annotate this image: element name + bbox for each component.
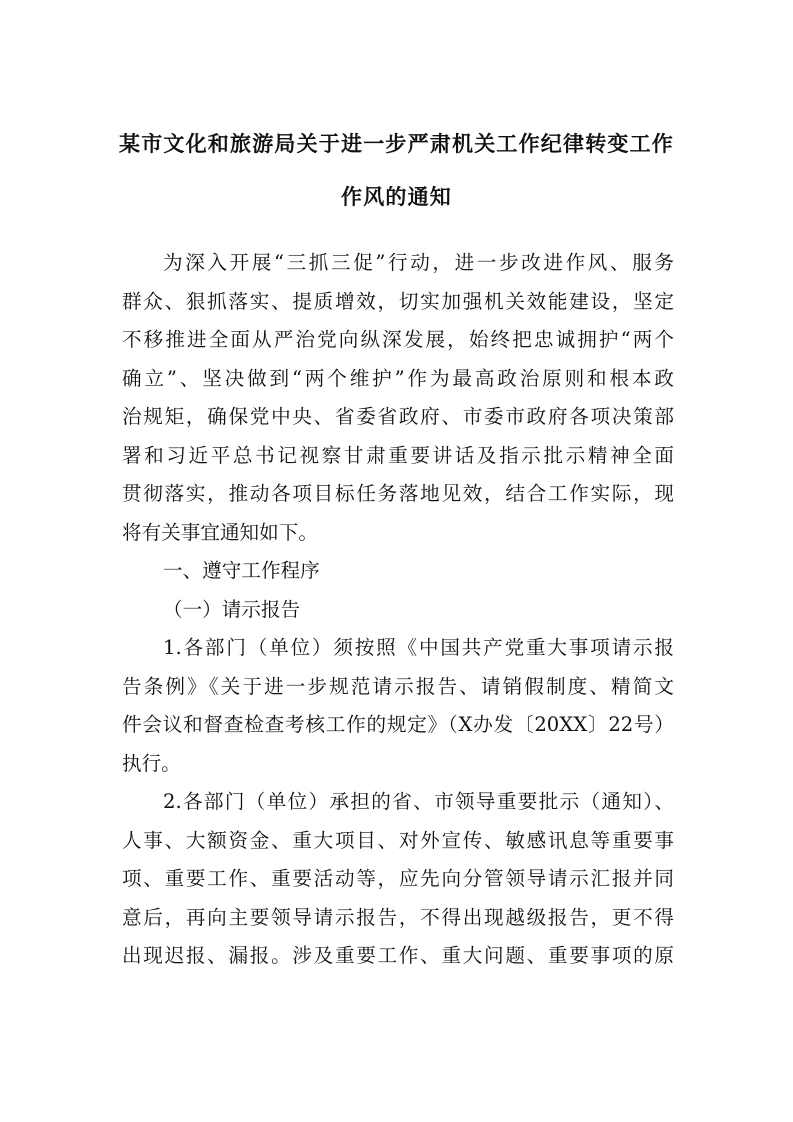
paragraph-line: 项、重要工作、重要活动等，应先向分管领导请示汇报并同 [122,867,674,890]
paragraph-line: 件会议和督查检查考核工作的规定》（X办发〔20XX〕22号） [122,713,674,736]
document-title-line-1: 某市文化和旅游局关于进一步严肃机关工作纪律转变工作 [119,131,674,156]
subsection-heading-1 [122,591,674,630]
paragraph-line: 1.各部门（单位）须按照《中国共产党重大事项请示报 [163,636,674,659]
paragraph-line: 出现迟报、漏报。涉及重要工作、重大问题、重要事项的原 [122,944,674,967]
paragraph-line: 不移推进全面从严治党向纵深发展，始终把忠诚拥护“两个 [122,328,674,351]
paragraph-line: 署和习近平总书记视察甘肃重要讲话及指示批示精神全面 [122,443,674,467]
paragraph-intro [122,244,674,552]
paragraph-line: 贯彻落实，推动各项目标任务落地见效，结合工作实际，现 [122,482,674,505]
paragraph-item-2 [122,783,674,976]
section-heading-line: 一、遵守工作程序 [163,559,320,582]
paragraph-item-1 [122,629,674,783]
document-title-line-2: 作风的通知 [341,184,452,209]
paragraph-line: 意后，再向主要领导请示报告，不得出现越级报告，更不得 [122,905,674,929]
paragraph-line: 确立”、坚决做到“两个维护”作为最高政治原则和根本政 [122,366,674,390]
paragraph-line: 为深入开展“三抓三促”行动，进一步改进作风、服务 [163,251,674,274]
paragraph-line: 告条例》《关于进一步规范请示报告、请销假制度、精简文 [122,674,674,698]
paragraph-line: 人事、大额资金、重大项目、对外宣传、敏感讯息等重要事 [122,828,674,852]
paragraph-line: 治规矩，确保党中央、省委省政府、市委市政府各项决策部 [122,405,674,428]
paragraph-line: 执行。 [122,751,181,775]
paragraph-line: 将有关事宜通知如下。 [122,520,318,544]
paragraph-line: 群众、狠抓落实、提质增效，切实加强机关效能建设，坚定 [122,289,674,313]
section-heading-1 [122,552,674,591]
paragraph-line: 2.各部门（单位）承担的省、市领导重要批示（通知）、 [163,790,674,813]
subsection-heading-line: （一）请示报告 [163,597,301,621]
document-body [122,244,674,976]
